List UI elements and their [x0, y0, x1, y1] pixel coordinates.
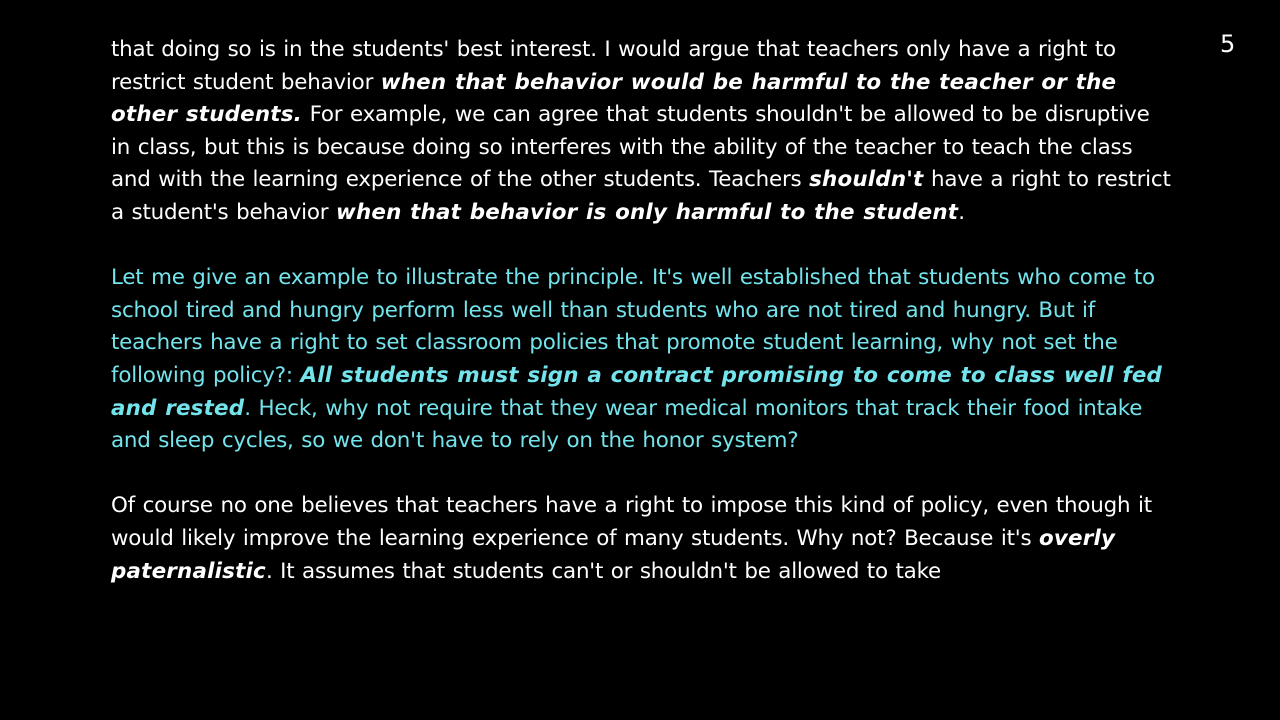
text-run: have a right to restrict a student's behavior	[111, 167, 1171, 225]
text-run: . Heck, why not require that they wear medical monitors that track their food intake and sleep cycles, so we don't have to rely on the honor system?	[111, 395, 1143, 454]
emphasized-text: when that behavior is only harmful to the student	[336, 199, 959, 225]
text-run: that doing so is in the students' best interest. I would argue that teachers only have a right to restrict student behavior	[111, 37, 1116, 95]
page-number: 5	[1220, 30, 1236, 58]
emphasized-text: shouldn't	[809, 167, 924, 193]
paragraph-spacer	[111, 230, 1176, 263]
emphasized-text: All students must sign a contract promising to come to class well fed and rested	[111, 362, 1163, 421]
paragraph-teacher-rights	[111, 34, 1176, 230]
text-run: For example, we can agree that students shouldn't be allowed to be disruptive in class, but this is because doing so interferes with the ability of the teacher to teach the class and with the learning experience of the other students. Teachers	[111, 102, 1150, 193]
text-run: Of course no one believes that teachers have a right to impose this kind of policy, even though it would likely improve the learning experience of many students. Why not? Because it's	[111, 493, 1152, 551]
emphasized-text: when that behavior would be harmful to the teacher or the other students.	[111, 69, 1117, 128]
slide-text-body	[111, 34, 1176, 588]
text-run: Let me give an example to illustrate the principle. It's well established that students who come to school tired and hungry perform less well than students who are not tired and hungry. But if teachers have a right to set classroom policies that promote student learning, why not set the following policy?:	[111, 265, 1155, 388]
paragraph-example	[111, 262, 1176, 458]
paragraph-paternalism	[111, 490, 1176, 588]
text-run: . It assumes that students can't or shouldn't be allowed to take	[265, 558, 941, 584]
paragraph-spacer	[111, 458, 1176, 491]
emphasized-text: overly paternalistic	[111, 525, 1116, 584]
text-run: .	[958, 199, 965, 225]
